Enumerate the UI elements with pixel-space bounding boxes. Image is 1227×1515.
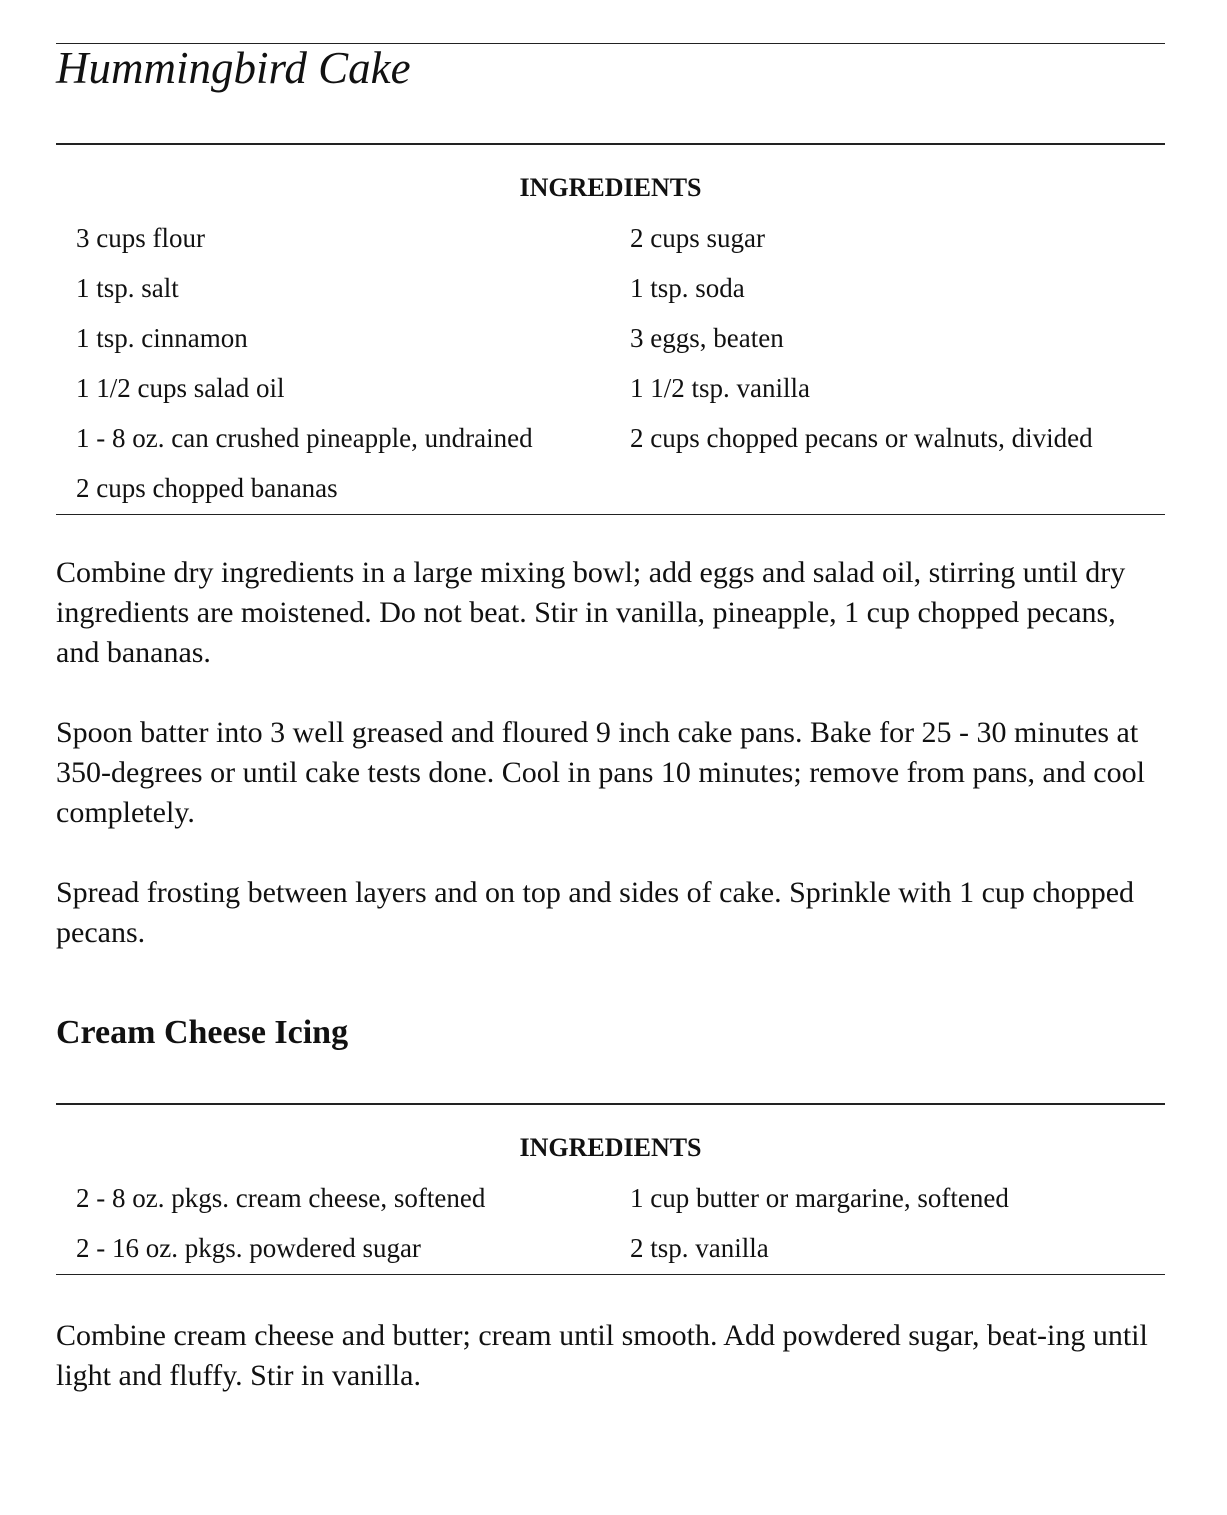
ingredients-top-rule — [56, 143, 1165, 145]
ingredient-item: 1 1/2 cups salad oil — [76, 373, 285, 403]
direction-paragraph: Combine dry ingredients in a large mixing bowl; add eggs and salad oil, stirring until dry ingredients are moistened. Do not beat. Stir in vanilla, pineapple, 1 cup chopped pecans, and bananas. — [56, 556, 1126, 669]
ingredients-list — [76, 213, 1165, 513]
ingredients-heading: INGREDIENTS — [519, 173, 702, 202]
ingredient-item: 2 tsp. vanilla — [630, 1233, 769, 1263]
icing-ingredients-list — [76, 1173, 1165, 1273]
ingredient-item: 1 cup butter or margarine, softened — [630, 1183, 1009, 1213]
ingredient-item: 2 cups chopped pecans or walnuts, divided — [630, 423, 1093, 453]
ingredient-item: 1 tsp. cinnamon — [76, 323, 248, 353]
ingredient-item: 2 cups sugar — [630, 223, 765, 253]
recipe-title: Hummingbird Cake — [56, 43, 411, 93]
icing-ingredients-bottom-rule — [56, 1274, 1165, 1275]
ingredient-item: 1 tsp. soda — [630, 273, 745, 303]
ingredient-item: 3 cups flour — [76, 223, 205, 253]
icing-ingredients-heading: INGREDIENTS — [519, 1133, 702, 1162]
icing-title: Cream Cheese Icing — [56, 1014, 349, 1051]
icing-ingredients-top-rule — [56, 1103, 1165, 1105]
ingredient-item: 1 tsp. salt — [76, 273, 179, 303]
ingredient-item: 3 eggs, beaten — [630, 323, 784, 353]
ingredient-item: 1 - 8 oz. can crushed pineapple, undrained — [76, 423, 533, 453]
ingredient-item: 1 1/2 tsp. vanilla — [630, 373, 810, 403]
ingredient-item: 2 - 16 oz. pkgs. powdered sugar — [76, 1233, 421, 1263]
direction-paragraph: Spoon batter into 3 well greased and floured 9 inch cake pans. Bake for 25 - 30 minutes at 350-degrees or until cake tests done. Cool in pans 10 minutes; remove from pans, and cool completely. — [56, 716, 1145, 829]
ingredients-bottom-rule — [56, 514, 1165, 515]
direction-paragraph: Spread frosting between layers and on top and sides of cake. Sprinkle with 1 cup chopped pecans. — [56, 876, 1135, 949]
ingredient-item: 2 - 8 oz. pkgs. cream cheese, softened — [76, 1183, 486, 1213]
ingredient-item: 2 cups chopped bananas — [76, 473, 338, 503]
icing-direction-paragraph: Combine cream cheese and butter; cream until smooth. Add powdered sugar, beat-ing until light and fluffy. Stir in vanilla. — [56, 1319, 1148, 1392]
